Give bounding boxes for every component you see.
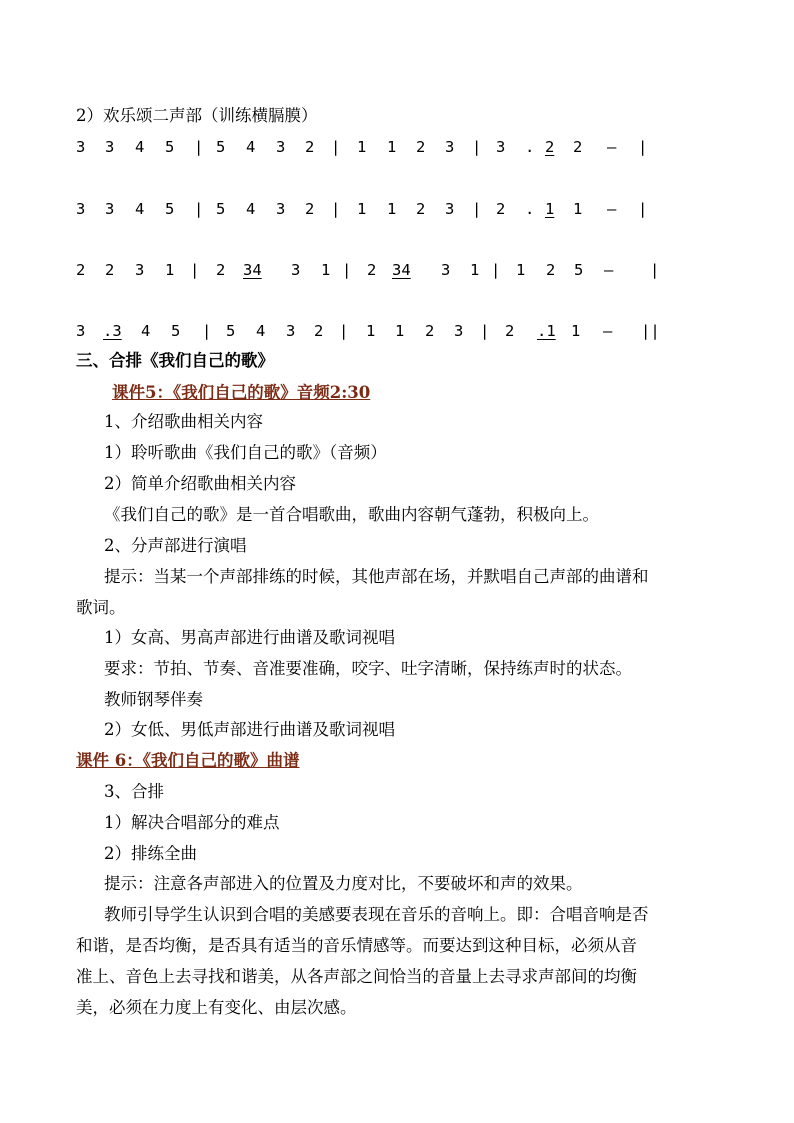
score-note: 5	[574, 261, 584, 279]
score-note: 1	[387, 138, 397, 156]
score-note: 5	[226, 322, 236, 340]
score-note: 5	[216, 138, 226, 156]
score-note: 2	[546, 261, 556, 279]
step-2-2: 2）女低、男低声部进行曲谱及歌词视唱	[104, 720, 395, 739]
step-3-2: 2）排练全曲	[104, 844, 197, 863]
heading-item-2: 2）欢乐颂二声部（训练横膈膜）	[76, 106, 318, 125]
score-note: 3	[291, 261, 301, 279]
score-note: —	[603, 322, 613, 340]
step-2-1: 1）女高、男高声部进行曲谱及歌词视唱	[104, 628, 395, 647]
tip-1-line-1: 提示：当某一个声部排练的时候，其他声部在场，并默唱自己声部的曲谱和	[104, 567, 649, 586]
score-note: 1	[366, 322, 376, 340]
score-note: 3	[445, 200, 455, 218]
score-note: 3	[496, 138, 506, 156]
score-note: 5	[171, 322, 181, 340]
score-note: 2	[496, 200, 506, 218]
tip-2: 提示：注意各声部进入的位置及力度对比，不要破坏和声的效果。	[104, 874, 583, 893]
courseware-5-link[interactable]: 课件5：《我们自己的歌》音频2:30	[112, 383, 371, 402]
score-note: 3	[276, 138, 286, 156]
score-note: 2	[416, 200, 426, 218]
score-note: 2	[425, 322, 435, 340]
score-note: 3	[441, 261, 451, 279]
score-note: 3	[105, 138, 115, 156]
score-note: |	[342, 261, 352, 279]
score-note: 1	[357, 200, 367, 218]
score-note: 4	[246, 200, 256, 218]
paragraph-line-1: 教师引导学生认识到合唱的美感要表现在音乐的音响上。即：合唱音响是否	[104, 905, 649, 924]
score-note: |	[650, 261, 660, 279]
score-note: 2	[573, 138, 583, 156]
score-note: 4	[135, 138, 145, 156]
score-note: |	[194, 138, 204, 156]
score-note: 3	[76, 138, 86, 156]
score-note: 1	[571, 322, 581, 340]
score-note: ||	[641, 322, 660, 340]
section-3-title: 三、合排《我们自己的歌》	[76, 351, 274, 370]
score-note: 1	[516, 261, 526, 279]
score-note: 2	[367, 261, 377, 279]
score-note: |	[331, 200, 341, 218]
paragraph-line-3: 准上、音色上去寻找和谐美，从各声部之间恰当的音量上去寻求声部间的均衡	[76, 967, 637, 986]
score-note: —	[607, 200, 617, 218]
step-1-2: 2）简单介绍歌曲相关内容	[104, 474, 296, 493]
score-note: 1	[387, 200, 397, 218]
score-note: |	[491, 261, 501, 279]
score-note: 2	[314, 322, 324, 340]
score-note: 2	[105, 261, 115, 279]
score-note: |	[638, 138, 648, 156]
score-note: 34	[243, 261, 262, 279]
score-note: 5	[165, 138, 175, 156]
score-note: 3	[286, 322, 296, 340]
score-note: 2	[216, 261, 226, 279]
score-note: 1	[573, 200, 583, 218]
step-2: 2、分声部进行演唱	[104, 536, 247, 555]
score-note: |	[190, 261, 200, 279]
score-note: .3	[103, 322, 122, 340]
score-note: .	[525, 138, 535, 156]
song-description: 《我们自己的歌》是一首合唱歌曲，歌曲内容朝气蓬勃，积极向上。	[104, 505, 599, 524]
score-note: 3	[454, 322, 464, 340]
score-note: |	[202, 322, 212, 340]
score-note: 1	[165, 261, 175, 279]
score-note: 2	[416, 138, 426, 156]
score-note: 5	[165, 200, 175, 218]
score-note: 1	[545, 200, 555, 218]
score-note: 34	[392, 261, 411, 279]
score-note: 4	[256, 322, 266, 340]
score-note: 1	[357, 138, 367, 156]
score-note: 2	[76, 261, 86, 279]
score-note: |	[480, 322, 490, 340]
score-note: 1	[395, 322, 405, 340]
score-note: 4	[141, 322, 151, 340]
step-1-1: 1）聆听歌曲《我们自己的歌》（音频）	[104, 443, 387, 462]
score-note: |	[339, 322, 349, 340]
score-note: —	[604, 261, 614, 279]
score-row-3	[0, 259, 794, 281]
score-note: 2	[305, 200, 315, 218]
score-note: 2	[305, 138, 315, 156]
score-note: |	[638, 200, 648, 218]
piano-accompaniment: 教师钢琴伴奏	[104, 690, 203, 709]
score-row-2	[0, 198, 794, 220]
score-note: 3	[445, 138, 455, 156]
score-note: 3	[135, 261, 145, 279]
tip-1-line-2: 歌词。	[76, 598, 126, 617]
score-note: |	[472, 138, 482, 156]
score-note: .1	[537, 322, 556, 340]
score-note: 2	[505, 322, 515, 340]
score-note: 4	[246, 138, 256, 156]
step-3-1: 1）解决合唱部分的难点	[104, 813, 280, 832]
score-note: —	[607, 138, 617, 156]
score-note: 1	[321, 261, 331, 279]
score-note: 3	[76, 200, 86, 218]
paragraph-line-2: 和谐，是否均衡，是否具有适当的音乐情感等。而要达到这种目标，必须从音	[76, 936, 637, 955]
step-1: 1、介绍歌曲相关内容	[104, 412, 263, 431]
score-note: 3	[76, 322, 86, 340]
paragraph-line-4: 美，必须在力度上有变化、由层次感。	[76, 998, 357, 1017]
score-note: |	[194, 200, 204, 218]
score-row-4	[0, 320, 794, 342]
requirements: 要求：节拍、节奏、音准要准确，咬字、吐字清晰，保持练声时的状态。	[104, 659, 632, 678]
score-row-1	[0, 136, 794, 158]
score-note: .	[525, 200, 535, 218]
step-3: 3、合排	[104, 782, 164, 801]
score-note: |	[472, 200, 482, 218]
score-note: 4	[135, 200, 145, 218]
courseware-6-link[interactable]: 课件 6：《我们自己的歌》曲谱	[76, 751, 300, 770]
score-note: 5	[216, 200, 226, 218]
score-note: 3	[105, 200, 115, 218]
score-note: 1	[470, 261, 480, 279]
score-note: 2	[545, 138, 555, 156]
score-note: 3	[276, 200, 286, 218]
score-note: |	[331, 138, 341, 156]
